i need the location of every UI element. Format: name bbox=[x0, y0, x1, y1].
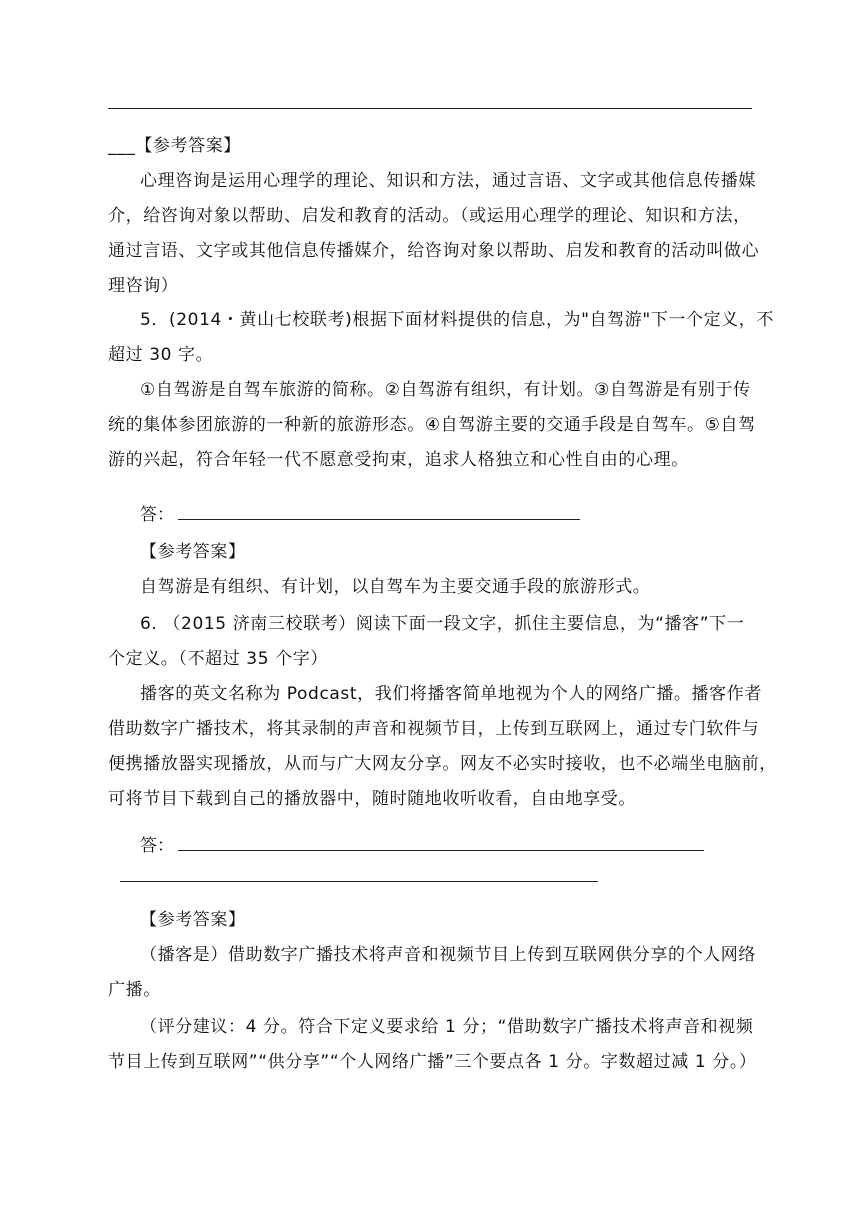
reference-answer-label: 【参考答案】 bbox=[135, 136, 241, 156]
q5-material-line: ①自驾游是自驾车旅游的简称。②自驾游有组织，有计划。③自驾游是有别于传 bbox=[140, 380, 751, 400]
q5-material-line: 统的集体参团旅游的一种新的旅游形态。④自驾游主要的交通手段是自驾车。⑤自驾 bbox=[108, 415, 756, 435]
q5-question-line: 5．(2014・黄山七校联考)根据下面材料提供的信息，为"自驾游"下一个定义，不 bbox=[140, 310, 774, 330]
q4-answer-line: 心理咨询是运用心理学的理论、知识和方法，通过言语、文字或其他信息传播媒 bbox=[140, 171, 756, 191]
q6-material-line: 借助数字广播技术，将其录制的声音和视频节目，上传到互联网上，通过专门软件与 bbox=[108, 719, 760, 739]
q6-answer-field[interactable] bbox=[140, 831, 704, 856]
q4-answer-line: 通过言语、文字或其他信息传播媒介，给咨询对象以帮助、启发和教育的活动叫做心 bbox=[108, 241, 760, 261]
q6-scoring-note-line: 节目上传到互联网”“供分享”“个人网络广播”三个要点各 1 分。字数超过减 1 分。） bbox=[108, 1052, 757, 1072]
q5-answer-field[interactable] bbox=[140, 500, 580, 525]
q6-question-line: 6. （2015 济南三校联考）阅读下面一段文字，抓住主要信息，为“播客”下一 bbox=[140, 614, 745, 634]
q6-reference-answer-heading: 【参考答案】 bbox=[140, 910, 246, 930]
q6-question-line: 个定义。（不超过 35 个字） bbox=[108, 649, 328, 669]
q4-answer-line: 介，给咨询对象以帮助、启发和教育的活动。（或运用心理学的理论、知识和方法， bbox=[108, 206, 751, 226]
q5-question-line: 超过 30 字。 bbox=[108, 345, 214, 365]
blank-prefix: ___ bbox=[108, 136, 136, 156]
q6-reference-answer-line: 广播。 bbox=[108, 980, 161, 1000]
answer-blank-line bbox=[108, 108, 752, 109]
answer-blank-line[interactable] bbox=[178, 518, 580, 520]
answer-blank-line[interactable] bbox=[120, 881, 598, 882]
answer-prompt: 答： bbox=[140, 836, 174, 856]
q6-material-line: 播客的英文名称为 Podcast，我们将播客简单地视为个人的网络广播。播客作者 bbox=[140, 684, 762, 704]
q5-reference-answer: 自驾游是有组织、有计划，以自驾车为主要交通手段的旅游形式。 bbox=[140, 577, 651, 597]
q4-answer-line: 理咨询） bbox=[108, 276, 179, 296]
answer-blank-line[interactable] bbox=[178, 849, 704, 851]
q6-scoring-note-line: （评分建议：4 分。符合下定义要求给 1 分；“借助数字广播技术将声音和视频 bbox=[140, 1017, 754, 1037]
q6-material-line: 便携播放器实现播放，从而与广大网友分享。网友不必实时接收，也不必端坐电脑前， bbox=[108, 754, 777, 774]
q6-reference-answer-line: （播客是）借助数字广播技术将声音和视频节目上传到互联网供分享的个人网络 bbox=[140, 945, 756, 965]
q4-answer-heading bbox=[108, 131, 241, 156]
q5-reference-answer-heading: 【参考答案】 bbox=[140, 542, 246, 562]
q5-material-line: 游的兴起，符合年轻一代不愿意受拘束，追求人格独立和心性自由的心理。 bbox=[108, 450, 689, 470]
q6-material-line: 可将节目下载到自己的播放器中，随时随地收听收看，自由地享受。 bbox=[108, 789, 636, 809]
answer-prompt: 答： bbox=[140, 505, 174, 525]
